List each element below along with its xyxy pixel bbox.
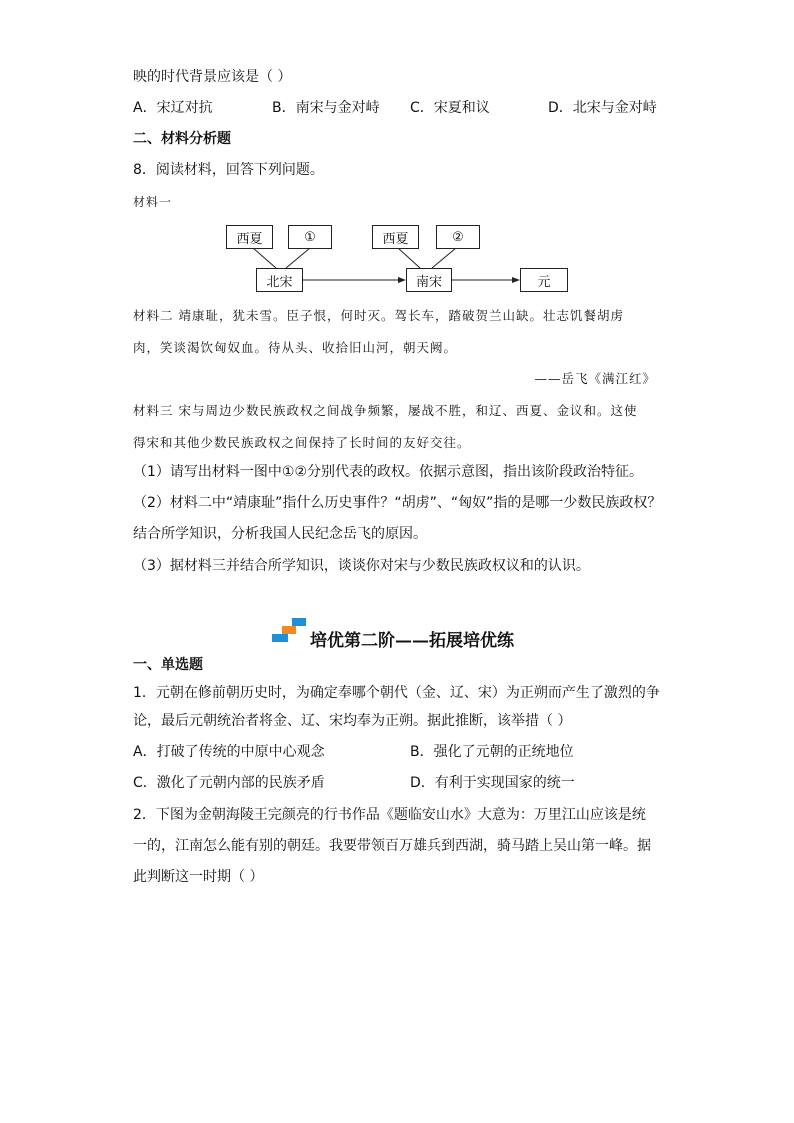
material2-line2: 肉，笑谈渴饮匈奴血。待从头、收拾旧山河，朝天阙。	[133, 340, 458, 355]
diagram-box-yuan: 元	[520, 268, 568, 292]
diagram-box-xixia-2: 西夏	[372, 225, 419, 249]
section-title: 培优第二阶——拓展培优练	[310, 631, 514, 651]
material1-label: 材料一	[133, 195, 173, 209]
q8-sub1: （1）请写出材料一图中①②分别代表的政权。依据示意图，指出该阶段政治特征。	[133, 464, 644, 480]
diagram-box-xixia-1: 西夏	[226, 225, 273, 249]
s2-stem-line1: 2．下图为金朝海陵王完颜亮的行书作品《题临安山水》大意为：万里江山应该是统	[133, 807, 646, 823]
q8-sub2-line1: （2）材料二中“靖康耻”指什么历史事件？“胡虏”、“匈奴”指的是哪一少数民族政权？	[133, 495, 662, 511]
s1-option-c[interactable]: C．激化了元朝内部的民族矛盾	[133, 775, 325, 791]
material2-source: ——岳飞《满江红》	[534, 371, 656, 386]
diagram-box-beisong: 北宋	[256, 268, 303, 292]
s1-option-a[interactable]: A．打破了传统的中原中心观念	[133, 744, 325, 760]
material3-line2: 得宋和其他少数民族政权之间保持了长时间的友好交往。	[133, 435, 471, 450]
q7-option-a[interactable]: A．宋辽对抗	[133, 100, 213, 116]
s1-stem-line1: 1．元朝在修前朝历史时，为确定奉哪个朝代（金、辽、宋）为正朔而产生了激烈的争	[133, 685, 660, 701]
diagram-connectors	[0, 0, 794, 320]
q7-option-c[interactable]: C．宋夏和议	[410, 100, 490, 116]
section-heading-single: 一、单选题	[133, 657, 203, 673]
s2-stem-line2: 一的，江南怎么能有别的朝廷。我要带领百万雄兵到西湖，骑马踏上吴山第一峰。据	[133, 838, 651, 854]
section-title-icon	[272, 618, 308, 644]
q7-option-b[interactable]: B．南宋与金对峙	[272, 100, 380, 116]
diagram-box-nansong: 南宋	[406, 268, 452, 292]
q8-stem: 8．阅读材料，回答下列问题。	[133, 162, 324, 178]
section-heading-material: 二、材料分析题	[133, 131, 231, 147]
q7-stem-tail: 映的时代背景应该是（ ）	[133, 69, 292, 85]
s1-option-b[interactable]: B．强化了元朝的正统地位	[410, 744, 574, 760]
material3-line1: 材料三 宋与周边少数民族政权之间战争频繁，屡战不胜，和辽、西夏、金议和。这使	[133, 403, 638, 418]
s1-option-d[interactable]: D．有利于实现国家的统一	[410, 775, 575, 791]
s2-stem-line3: 此判断这一时期（ ）	[133, 869, 264, 885]
s1-stem-line2: 论，最后元朝统治者将金、辽、宋均奉为正朔。据此推断，该举措（ ）	[133, 713, 572, 729]
diagram-box-blank-1: ①	[288, 225, 332, 249]
q7-option-d[interactable]: D．北宋与金对峙	[548, 100, 657, 116]
diagram-box-blank-2: ②	[436, 225, 480, 249]
q8-sub2-line2: 结合所学知识，分析我国人民纪念岳飞的原因。	[133, 526, 427, 542]
q8-sub3: （3）据材料三并结合所学知识，谈谈你对宋与少数民族政权议和的认识。	[133, 558, 590, 574]
material2-line1: 材料二 靖康耻，犹未雪。臣子恨，何时灭。驾长车，踏破贺兰山缺。壮志饥餐胡虏	[133, 308, 624, 323]
